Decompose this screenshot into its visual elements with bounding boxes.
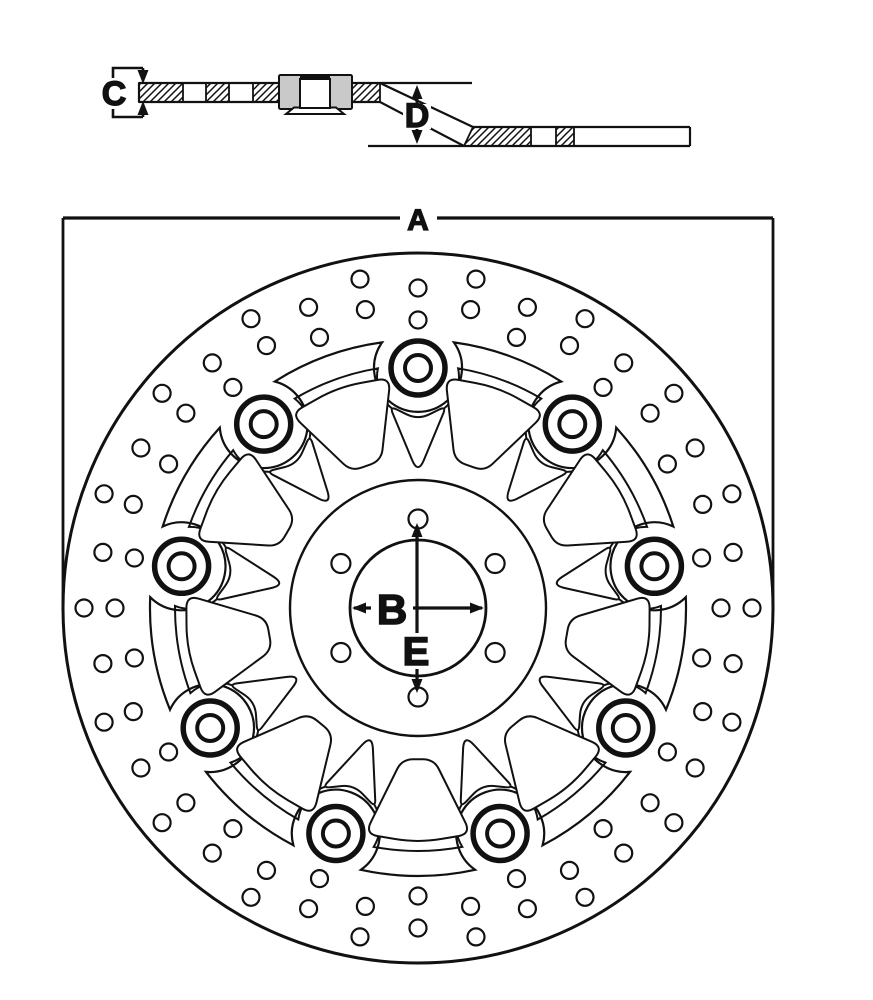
- spoke-cutout-outer: [237, 716, 331, 810]
- drill-hole: [154, 385, 171, 402]
- drill-hole: [462, 301, 479, 318]
- dimension-d: [403, 85, 431, 144]
- rivet-inner-ring: [197, 715, 223, 741]
- d-dimension-label: D: [404, 97, 430, 135]
- rivet-inner-ring: [405, 355, 431, 381]
- drill-hole: [224, 820, 241, 837]
- drill-hole: [126, 650, 143, 667]
- drill-hole: [352, 928, 369, 945]
- bolt-hole: [486, 643, 505, 662]
- front-view: [63, 204, 773, 963]
- spoke-cutout-inner: [557, 548, 619, 600]
- spoke-cutout-inner: [392, 408, 444, 467]
- drill-hole: [160, 456, 177, 473]
- rivet-inner-ring: [251, 411, 277, 437]
- drill-hole: [659, 744, 676, 761]
- drill-hole: [357, 898, 374, 915]
- drill-hole: [468, 928, 485, 945]
- b-dimension-label: B: [376, 586, 408, 633]
- drill-hole: [665, 385, 682, 402]
- spoke-cutout-outer: [505, 716, 599, 810]
- drill-hole: [76, 600, 93, 617]
- drill-hole: [177, 405, 194, 422]
- drill-hole: [177, 794, 194, 811]
- drill-hole: [224, 379, 241, 396]
- drill-hole: [410, 280, 427, 297]
- drill-hole: [595, 820, 612, 837]
- drill-hole: [468, 271, 485, 288]
- c-dimension-label: C: [101, 75, 127, 113]
- drill-hole: [300, 299, 317, 316]
- drill-hole: [687, 760, 704, 777]
- drill-hole: [258, 862, 275, 879]
- drill-hole: [694, 496, 711, 513]
- drill-hole: [132, 440, 149, 457]
- drill-hole: [462, 898, 479, 915]
- section-hatch-blocks: [139, 83, 574, 146]
- drill-hole: [204, 845, 221, 862]
- drill-hole: [693, 550, 710, 567]
- bolt-hole: [486, 554, 505, 573]
- hatch-block: [206, 83, 229, 102]
- drill-hole: [154, 814, 171, 831]
- bolt-hole: [331, 554, 350, 573]
- drill-hole: [107, 600, 124, 617]
- drill-hole: [96, 714, 113, 731]
- b-arrowhead: [352, 603, 366, 614]
- e-arrowhead: [412, 679, 423, 693]
- drill-hole: [615, 354, 632, 371]
- drill-hole: [577, 889, 594, 906]
- bolt-hole: [331, 643, 350, 662]
- drill-hole: [125, 496, 142, 513]
- drill-hole: [561, 337, 578, 354]
- drill-hole: [519, 900, 536, 917]
- drill-hole: [577, 310, 594, 327]
- drill-hole: [642, 794, 659, 811]
- spoke-cutout-outer: [369, 759, 467, 841]
- rivet-inner-ring: [613, 715, 639, 741]
- drill-hole: [243, 889, 260, 906]
- drill-hole: [595, 379, 612, 396]
- drill-hole: [508, 870, 525, 887]
- drill-hole: [744, 600, 761, 617]
- drill-hole: [713, 600, 730, 617]
- drill-hole: [243, 310, 260, 327]
- spoke-cutout-inner: [217, 548, 279, 600]
- drill-hole: [300, 900, 317, 917]
- drill-hole: [125, 703, 142, 720]
- rivet-inner-ring: [169, 553, 195, 579]
- drill-hole: [725, 655, 742, 672]
- b-arrowhead: [470, 603, 484, 614]
- drill-hole: [693, 650, 710, 667]
- hatch-block: [351, 83, 380, 102]
- drill-hole: [94, 544, 111, 561]
- drill-hole: [615, 845, 632, 862]
- e-arrowhead: [412, 523, 423, 537]
- drill-hole: [410, 312, 427, 329]
- drill-hole: [132, 760, 149, 777]
- drill-hole: [723, 714, 740, 731]
- rivet-inner-ring: [487, 821, 513, 847]
- rivet-cap: [300, 75, 330, 80]
- drill-hole: [410, 920, 427, 937]
- rivet-inner-ring: [559, 411, 585, 437]
- drill-hole: [659, 456, 676, 473]
- hatch-block: [253, 83, 282, 102]
- spoke-cutout-inner: [325, 740, 375, 804]
- hatch-block: [556, 127, 574, 146]
- drill-hole: [94, 655, 111, 672]
- spoke-cutout-inner: [461, 740, 511, 804]
- spoke-cutout-inner: [232, 677, 296, 730]
- drill-hole: [561, 862, 578, 879]
- rivet-section: [279, 75, 352, 114]
- drill-hole: [204, 354, 221, 371]
- hatch-block: [464, 127, 531, 146]
- rivet-inner-ring: [641, 553, 667, 579]
- rivet-inner-ring: [323, 821, 349, 847]
- drill-hole: [642, 405, 659, 422]
- drill-hole: [96, 485, 113, 502]
- drill-hole: [519, 299, 536, 316]
- hatch-block: [139, 83, 183, 102]
- drill-hole: [694, 703, 711, 720]
- drill-hole: [410, 888, 427, 905]
- drill-hole: [723, 485, 740, 502]
- spoke-cutout-inner: [540, 677, 604, 730]
- a-dimension-label: A: [407, 204, 429, 237]
- e-dimension-label: E: [402, 630, 430, 674]
- drill-hole: [357, 301, 374, 318]
- drill-hole: [352, 271, 369, 288]
- drill-hole: [311, 329, 328, 346]
- drill-hole: [311, 870, 328, 887]
- drill-hole: [160, 744, 177, 761]
- rivet-pin: [300, 79, 330, 108]
- drill-hole: [665, 814, 682, 831]
- drill-hole: [508, 329, 525, 346]
- drill-hole: [126, 550, 143, 567]
- drill-hole: [725, 544, 742, 561]
- drill-hole: [687, 440, 704, 457]
- drill-hole: [258, 337, 275, 354]
- section-view: [99, 68, 690, 146]
